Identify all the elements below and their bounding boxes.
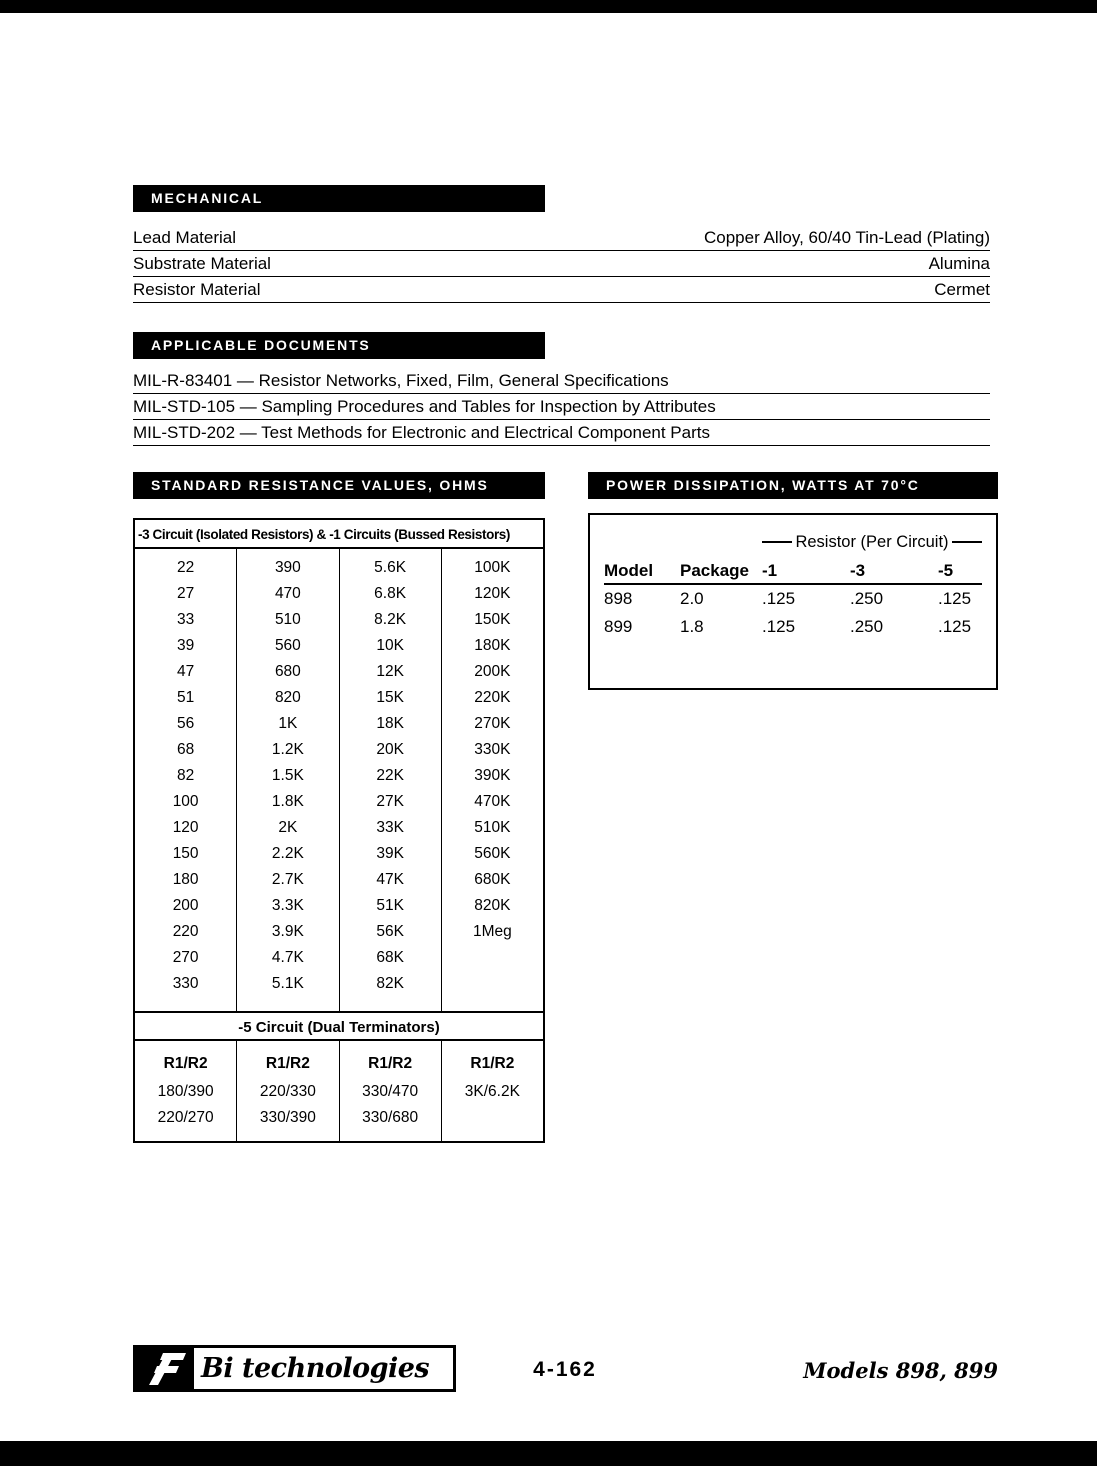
brand-name: Bi technologies [201, 1353, 430, 1384]
resistance-value: 33K [376, 819, 404, 836]
power-column-header: Package [680, 561, 749, 580]
resistance-value: 270K [474, 715, 511, 732]
mechanical-section [133, 185, 990, 303]
dual-column-header: R1/R2 [470, 1055, 515, 1072]
power-cell: .125 [938, 617, 972, 636]
resistance-value: 1Meg [472, 923, 512, 940]
power-cell: .125 [938, 589, 972, 608]
models-label: Models 898, 899 [803, 1358, 998, 1383]
resistor-per-circuit-header [762, 527, 982, 557]
resistance-value: 56 [177, 715, 195, 732]
resistance-value: 2.7K [271, 871, 304, 888]
resistance-value: 820 [274, 689, 301, 706]
dual-column-header: R1/R2 [163, 1055, 208, 1072]
power-cell: .250 [850, 589, 884, 608]
resistance-value: 5.6K [374, 559, 407, 576]
span-header-label: Resistor (Per Circuit) [795, 532, 949, 551]
resistance-value: 150 [172, 845, 199, 862]
power-dissipation-table [588, 513, 998, 690]
mechanical-header: MECHANICAL [133, 185, 545, 212]
resistance-column [442, 549, 543, 1011]
resistance-value: 39 [177, 637, 195, 654]
power-column-header: -5 [938, 561, 954, 580]
resistance-value: 220K [474, 689, 511, 706]
dual-terminator-header: -5 Circuit (Dual Terminators) [135, 1011, 543, 1041]
dual-column-header: R1/R2 [368, 1055, 413, 1072]
dual-column-header: R1/R2 [265, 1055, 310, 1072]
resistance-value: 10K [376, 637, 404, 654]
dual-terminator-value: 330/680 [362, 1109, 419, 1126]
power-cell: 2.0 [680, 589, 704, 608]
resistance-value: 390K [474, 767, 511, 784]
resistance-value: 27K [376, 793, 404, 810]
resistance-value: 2K [278, 819, 298, 836]
dual-terminator-column [340, 1041, 442, 1141]
power-row [604, 585, 982, 613]
resistance-value: 100K [474, 559, 511, 576]
spec-label: Resistor Material [133, 279, 261, 299]
resistance-value: 15K [376, 689, 404, 706]
top-border-bar [0, 0, 1097, 13]
resistance-value: 47K [376, 871, 404, 888]
resistance-value: 3.3K [271, 897, 304, 914]
resistance-value: 200 [172, 897, 199, 914]
right-rule-line [952, 541, 982, 543]
document-item: MIL-R-83401 — Resistor Networks, Fixed, Film, General Specifications [133, 368, 990, 394]
resistance-value: 680K [474, 871, 511, 888]
power-cell: .250 [850, 617, 884, 636]
resistance-value: 47 [177, 663, 195, 680]
resistance-value: 470 [274, 585, 301, 602]
resistance-value: 39K [376, 845, 404, 862]
spec-row [133, 251, 990, 277]
resistance-value: 82K [376, 975, 404, 992]
resistance-column [237, 549, 339, 1011]
spec-row [133, 225, 990, 251]
resistance-value: 560 [274, 637, 301, 654]
applicable-documents-header: APPLICABLE DOCUMENTS [133, 332, 545, 359]
dual-terminator-column [237, 1041, 339, 1141]
resistance-value: 68K [376, 949, 404, 966]
resistance-value: 82 [177, 767, 195, 784]
resistance-grid [135, 549, 543, 1011]
dual-terminator-value: 330/390 [259, 1109, 316, 1126]
spec-label: Substrate Material [133, 253, 271, 273]
resistance-value: 22 [177, 559, 195, 576]
power-rows [604, 585, 982, 641]
resistance-value: 100 [172, 793, 199, 810]
bi-logo-icon [136, 1348, 194, 1389]
dual-terminator-column [442, 1041, 543, 1141]
resistance-values-header: STANDARD RESISTANCE VALUES, OHMS [133, 472, 545, 499]
mechanical-rows [133, 225, 990, 303]
power-header-row [604, 557, 982, 585]
resistance-value: 51K [376, 897, 404, 914]
resistance-value: 33 [177, 611, 195, 628]
dual-terminator-value: 3K/6.2K [464, 1083, 520, 1100]
power-cell: 899 [604, 617, 633, 636]
resistance-value: 18K [376, 715, 404, 732]
resistance-value: 56K [376, 923, 404, 940]
resistance-group-header: -3 Circuit (Isolated Resistors) & -1 Circuits (Bussed Resistors) [135, 520, 543, 549]
power-column-header: -3 [850, 561, 866, 580]
power-column-header: Model [604, 561, 654, 580]
resistance-value: 470K [474, 793, 511, 810]
spec-value: Alumina [928, 253, 990, 273]
resistance-value: 270 [172, 949, 199, 966]
left-rule-line [762, 541, 792, 543]
resistance-value: 6.8K [374, 585, 407, 602]
resistance-value: 8.2K [374, 611, 407, 628]
dual-terminator-grid [135, 1041, 543, 1141]
power-cell: 1.8 [680, 617, 704, 636]
resistance-value: 330K [474, 741, 511, 758]
resistance-value: 4.7K [271, 949, 304, 966]
spec-value: Cermet [934, 279, 990, 299]
resistance-value: 180K [474, 637, 511, 654]
resistance-value: 180 [172, 871, 199, 888]
resistance-value: 510 [274, 611, 301, 628]
resistance-value: 390 [274, 559, 301, 576]
dual-terminator-value: 330/470 [362, 1083, 419, 1100]
power-cell: .125 [762, 589, 796, 608]
resistance-value: 22K [376, 767, 404, 784]
resistance-value: 560K [474, 845, 511, 862]
resistance-column [135, 549, 237, 1011]
dual-terminator-column [135, 1041, 237, 1141]
resistance-value: 5.1K [271, 975, 304, 992]
resistance-table [133, 518, 545, 1143]
resistance-value: 1.8K [271, 793, 304, 810]
documents-list [133, 368, 990, 446]
resistance-value: 150K [474, 611, 511, 628]
resistance-value: 1.2K [271, 741, 304, 758]
power-row [604, 613, 982, 641]
resistance-value: 220 [172, 923, 199, 940]
document-item: MIL-STD-105 — Sampling Procedures and Tables for Inspection by Attributes [133, 394, 990, 420]
spec-label: Lead Material [133, 227, 237, 247]
dual-terminator-value: 220/270 [157, 1109, 214, 1126]
power-column-header: -1 [762, 561, 778, 580]
resistance-value: 68 [177, 741, 195, 758]
page-number: 4-162 [533, 1358, 597, 1381]
bi-technologies-logo [133, 1345, 456, 1392]
resistance-value: 120K [474, 585, 511, 602]
dual-terminator-value: 180/390 [157, 1083, 214, 1100]
resistance-column [340, 549, 442, 1011]
resistance-value: 1.5K [271, 767, 304, 784]
resistance-value: 12K [376, 663, 404, 680]
resistance-value: 680 [274, 663, 301, 680]
resistance-value: 120 [172, 819, 199, 836]
resistance-value: 51 [177, 689, 195, 706]
resistance-value: 20K [376, 741, 404, 758]
resistance-value: 1K [278, 715, 298, 732]
power-dissipation-header: POWER DISSIPATION, WATTS AT 70°C [588, 472, 998, 499]
resistance-value: 2.2K [271, 845, 304, 862]
applicable-documents-section [133, 332, 990, 446]
resistance-value: 3.9K [271, 923, 304, 940]
resistance-value: 510K [474, 819, 511, 836]
spec-row [133, 277, 990, 303]
spec-value: Copper Alloy, 60/40 Tin-Lead (Plating) [703, 227, 990, 247]
resistance-value: 330 [172, 975, 199, 992]
bottom-border-bar [0, 1441, 1097, 1466]
dual-terminator-value: 220/330 [259, 1083, 316, 1100]
power-cell: 898 [604, 589, 633, 608]
resistance-value: 200K [474, 663, 511, 680]
resistance-value: 820K [474, 897, 511, 914]
document-item: MIL-STD-202 — Test Methods for Electronic and Electrical Component Parts [133, 420, 990, 446]
resistance-value: 27 [177, 585, 195, 602]
power-cell: .125 [762, 617, 796, 636]
